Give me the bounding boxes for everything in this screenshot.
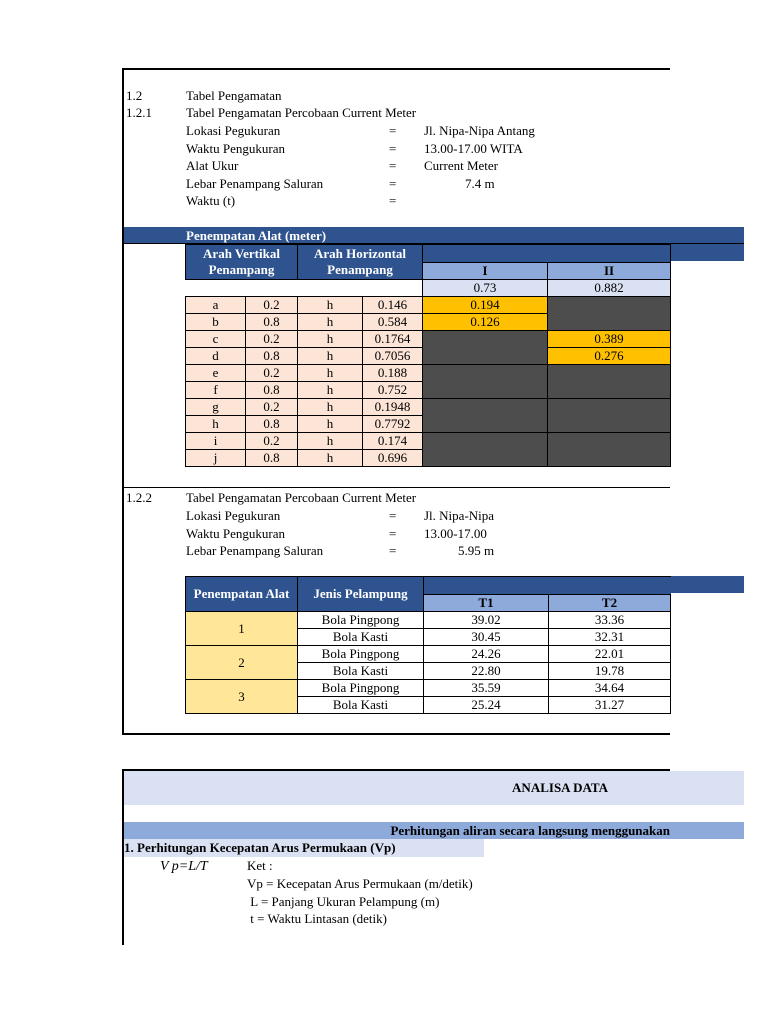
cell-vertical: h [186,416,246,433]
subsection-number-2: 1.2.2 [126,490,152,505]
observation-table-1 [185,244,671,467]
section-divider [122,487,670,488]
col-T1-header: T1 [424,595,549,612]
info-equals: = [389,543,397,558]
cell-horizontal-depth: 0.752 [363,382,423,399]
info-value: Current Meter [424,158,499,173]
cell-jenis: Bola Pingpong [298,680,424,697]
info-value: 13.00-17.00 WITA [424,140,523,156]
section-title: Tabel Pengamatan [186,88,282,103]
cell-horizontal-depth: 0.146 [363,297,423,314]
info-label: Waktu Pengukuran [186,140,285,156]
info-equals: = [389,123,397,138]
table-row [186,680,671,697]
cell-II [548,365,671,399]
info-value: 5.95 m [458,543,495,558]
cell-I [423,331,548,365]
note-line: Vp = Kecepatan Arus Permukaan (m/detik) [247,876,473,891]
cell-horizontal: h [298,314,363,331]
cell-vertical-depth: 0.2 [246,297,298,314]
info-value: 7.4 m [465,175,495,191]
cell-horizontal: h [298,348,363,365]
cell-horizontal-depth: 0.188 [363,365,423,382]
table-row [186,365,671,382]
spacer-cell [186,280,423,297]
cell-vertical: a [186,297,246,314]
cell-vertical-depth: 0.8 [246,348,298,365]
table1-header-row [186,280,671,297]
cell-vertical-depth: 0.8 [246,416,298,433]
cell-vertical-depth: 0.8 [246,382,298,399]
cell-vertical: f [186,382,246,399]
info-label: Waktu Pengukuran [186,525,285,541]
analisa-subtitle-band [124,822,744,839]
cell-T2: 33.36 [549,612,671,629]
analisa-title: ANALISA DATA [512,780,608,795]
cell-horizontal: h [298,450,363,467]
subsection-title: Tabel Pengamatan Percobaan Current Meter [186,105,417,120]
info-label: Waktu (t) [186,193,236,208]
section-number: 1.2 [126,88,143,103]
note-line: t = Waktu Lintasan (detik) [247,911,387,926]
col-penempatan-header: Penempatan Alat [186,577,298,612]
info-label: Lebar Penampang Saluran [186,175,324,191]
info-equals: = [389,193,397,208]
cell-penempatan: 2 [186,646,298,680]
col-II-header: II [548,263,671,280]
cell-vertical: i [186,433,246,450]
table1-title [124,227,744,244]
cell-horizontal-depth: 0.1948 [363,399,423,416]
info-equals: = [389,140,397,156]
analisa-subtitle: Perhitungan aliran secara langsung menggunakan [390,823,670,838]
observation-table-2 [185,576,671,714]
col-vertical-header: Arah Vertikal Penampang [186,245,298,280]
cell-vertical: j [186,450,246,467]
cell-T1: 30.45 [424,629,549,646]
cell-vertical-depth: 0.2 [246,399,298,416]
cell-vertical: e [186,365,246,382]
info-value: 13.00-17.00 [424,525,487,541]
frame-left-border [122,68,124,735]
frame-bottom-border [122,733,670,735]
table1-title-text: Penempatan Alat (meter) [186,228,327,243]
table1-header-row [186,245,671,263]
info-equals: = [389,525,397,541]
analisa-title-band [124,771,744,805]
cell-vertical: c [186,331,246,348]
cell-vertical-depth: 0.2 [246,365,298,382]
cell-T2: 31.27 [549,697,671,714]
cell-T2: 34.64 [549,680,671,697]
info-label: Lokasi Pegukuran [186,123,281,138]
cell-horizontal-depth: 0.7792 [363,416,423,433]
cell-I [423,365,548,399]
cell-vertical: b [186,314,246,331]
cell-penempatan: 3 [186,680,298,714]
info-value: Jl. Nipa-Nipa Antang [424,123,535,138]
table2-header-row [186,577,671,595]
cell-II: 0.389 [548,331,671,348]
info-label: Alat Ukur [186,158,239,173]
subsection-title-2: Tabel Pengamatan Percobaan Current Meter [186,490,417,505]
col-jenis-header: Jenis Pelampung [298,577,424,612]
cell-T1: 24.26 [424,646,549,663]
table-row [186,331,671,348]
cell-horizontal: h [298,382,363,399]
cell-vertical-depth: 0.2 [246,433,298,450]
cell-horizontal: h [298,433,363,450]
cell-vertical: g [186,399,246,416]
cell-T2: 22.01 [549,646,671,663]
cell-I: 0.194 [423,297,548,314]
ket-label: Ket : [247,858,273,873]
subsection-number: 1.2.1 [126,105,152,120]
cell-T2: 32.31 [549,629,671,646]
table-row [186,646,671,663]
info-label: Lebar Penampang Saluran [186,543,324,558]
cell-T1: 22.80 [424,663,549,680]
cell-T1: 39.02 [424,612,549,629]
info-equals: = [389,508,397,523]
cell-horizontal-depth: 0.7056 [363,348,423,365]
table-row [186,612,671,629]
cell-horizontal-depth: 0.584 [363,314,423,331]
info-equals: = [389,175,397,191]
cell-II: 0.276 [548,348,671,365]
analisa-heading: 1. Perhitungan Kecepatan Arus Permukaan (Vp) [124,840,396,855]
table-row [186,297,671,314]
val-I: 0.73 [423,280,548,297]
cell-II [548,297,671,331]
cell-jenis: Bola Pingpong [298,646,424,663]
header-spacer [423,245,671,263]
col-T2-header: T2 [549,595,671,612]
cell-horizontal-depth: 0.696 [363,450,423,467]
table-row [186,399,671,416]
cell-horizontal: h [298,416,363,433]
cell-horizontal: h [298,297,363,314]
col-I-header: I [423,263,548,280]
cell-I [423,433,548,467]
cell-I [423,399,548,433]
table-row [186,433,671,450]
cell-vertical: d [186,348,246,365]
cell-horizontal-depth: 0.174 [363,433,423,450]
note-line: L = Panjang Ukuran Pelampung (m) [247,893,440,909]
cell-II [548,433,671,467]
cell-jenis: Bola Pingpong [298,612,424,629]
cell-T1: 35.59 [424,680,549,697]
cell-jenis: Bola Kasti [298,629,424,646]
cell-I: 0.126 [423,314,548,331]
cell-horizontal-depth: 0.1764 [363,331,423,348]
cell-vertical-depth: 0.8 [246,314,298,331]
col-horizontal-header: Arah Horizontal Penampang [298,245,423,280]
cell-T1: 25.24 [424,697,549,714]
formula: V p=L/T [160,859,208,874]
cell-penempatan: 1 [186,612,298,646]
cell-jenis: Bola Kasti [298,663,424,680]
cell-horizontal: h [298,365,363,382]
waktu-spacer [424,577,671,595]
info-equals: = [389,158,397,173]
val-II: 0.882 [548,280,671,297]
cell-horizontal: h [298,331,363,348]
cell-T2: 19.78 [549,663,671,680]
cell-vertical-depth: 0.8 [246,450,298,467]
info-value: Jl. Nipa-Nipa [424,508,495,523]
info-label: Lokasi Pegukuran [186,508,281,523]
cell-II [548,399,671,433]
cell-jenis: Bola Kasti [298,697,424,714]
cell-vertical-depth: 0.2 [246,331,298,348]
cell-horizontal: h [298,399,363,416]
frame-top-border [122,68,670,70]
